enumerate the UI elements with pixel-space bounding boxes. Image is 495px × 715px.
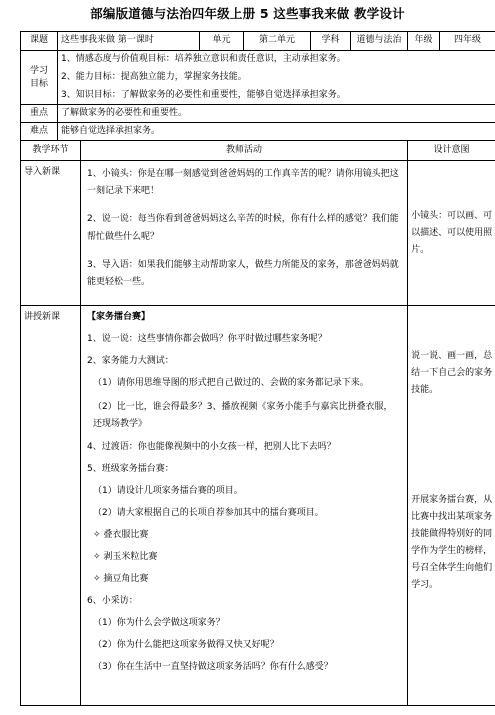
goal-item: 3、知识目标：了解做家务的必要性和重要性，能够自觉选择承担家务。 xyxy=(61,90,346,101)
intro-intent-text: 小镜头：可以画、可以描述、可以使用照片。 xyxy=(411,210,493,255)
header-activity: 教师活动 xyxy=(81,141,408,161)
intro-phase: 导入新课 xyxy=(21,161,81,306)
section-header-row xyxy=(21,141,495,161)
lesson-bullet: ✧ 叠衣服比赛 xyxy=(93,529,149,540)
lesson-line: 6、小采访： xyxy=(87,595,138,606)
key-point-label: 重点 xyxy=(21,105,58,123)
lesson-phase: 讲授新课 xyxy=(21,306,81,706)
intro-line: 1、小镜头：你是在哪一刻感觉到爸爸妈妈的工作真辛苦的呢？请你用镜头把这一刻记录下来吧！ xyxy=(87,169,399,197)
lesson-plan-table xyxy=(20,31,495,706)
key-point-value: 了解做家务的必要性和重要性。 xyxy=(58,105,495,123)
lesson-line: （3）你在生活中一直坚持做这项家务活吗？你有什么感受？ xyxy=(93,661,333,672)
info-row xyxy=(21,32,495,51)
lesson-heading: 【家务擂台赛】 xyxy=(87,312,151,323)
lesson-activity xyxy=(81,306,408,706)
grade-value: 四年级 xyxy=(440,32,495,51)
header-intent: 设计意图 xyxy=(408,141,495,161)
lesson-line: （2）你为什么能把这项家务做得又快又好呢？ xyxy=(93,639,279,650)
lesson-line: （2）比一比，谁会得最多？3、播放视频《家务小能手与嘉宾比拼叠衣服，还现场教学》 xyxy=(93,401,393,430)
intro-activity xyxy=(81,161,408,306)
lesson-line: （2）请大家根据自己的长项自荐参加其中的擂台赛项目。 xyxy=(93,507,324,518)
document-title: 部编版道德与法治四年级上册 5 这些事我来做 教学设计 xyxy=(90,6,405,21)
goals-content xyxy=(58,51,495,105)
goal-item: 1、情感态度与价值观目标：培养独立意识和责任意识，主动承担家务。 xyxy=(61,54,346,64)
difficulty-row xyxy=(21,123,495,141)
goals-label: 学习 目标 xyxy=(21,51,58,105)
goals-row xyxy=(21,51,495,105)
difficulty-value: 能够自觉选择承担家务。 xyxy=(58,123,495,141)
lesson-intent-2: 开展家务擂台赛，从比赛中找出某项家务技能做得特别好的同学作为学生的榜样，号召全体学生向他们学习。 xyxy=(411,494,493,590)
intro-line: 2、说一说：每当你看到爸爸妈妈这么辛苦的时候，你有什么样的感觉？我们能帮忙做些什么呢？ xyxy=(87,214,399,242)
topic-label: 课题 xyxy=(21,32,58,51)
lesson-line: （1）请你用思维导图的形式把自己做过的、会做的家务都记录下来。 xyxy=(93,378,369,389)
lesson-line: 1、说一说：这些事情你都会做吗？你平时做过哪些家务呢？ xyxy=(87,334,327,345)
lesson-line: （1）请设计几项家务擂台赛的项目。 xyxy=(93,486,243,497)
difficulty-label: 难点 xyxy=(21,123,58,141)
lesson-bullet: ✧ 剥玉米粒比赛 xyxy=(93,551,158,562)
grade-label: 年级 xyxy=(408,32,440,51)
key-point-row xyxy=(21,105,495,123)
subject-value: 道德与法治 xyxy=(351,32,408,51)
header-phase: 教学环节 xyxy=(21,141,81,161)
topic-value: 这些事我来做 第一课时 xyxy=(58,32,200,51)
lesson-intent xyxy=(408,306,495,706)
lesson-bullet: ✧ 摘豆角比赛 xyxy=(93,573,149,584)
lesson-line: 4、过渡语：你也能像视频中的小女孩一样，把别人比下去吗？ xyxy=(87,442,336,453)
lesson-row xyxy=(21,306,495,706)
goal-item: 2、能力目标：提高独立能力，掌握家务技能。 xyxy=(61,72,247,83)
lesson-line: 2、家务能力大测试： xyxy=(87,356,174,367)
intro-row xyxy=(21,161,495,306)
lesson-line: （1）你为什么会学做这项家务？ xyxy=(93,617,225,628)
unit-label: 单元 xyxy=(200,32,244,51)
lesson-line: 5、班级家务擂台赛： xyxy=(87,464,174,475)
intro-intent xyxy=(408,161,495,306)
unit-value: 第二单元 xyxy=(244,32,311,51)
intro-line: 3、导入语：如果我们能够主动帮助家人，做些力所能及的家务，那爸爸妈妈就能更轻松一些。 xyxy=(87,259,399,287)
subject-label: 学科 xyxy=(311,32,351,51)
lesson-intent-1: 说一说、画一画，总结一下自己会的家务技能。 xyxy=(411,351,493,396)
